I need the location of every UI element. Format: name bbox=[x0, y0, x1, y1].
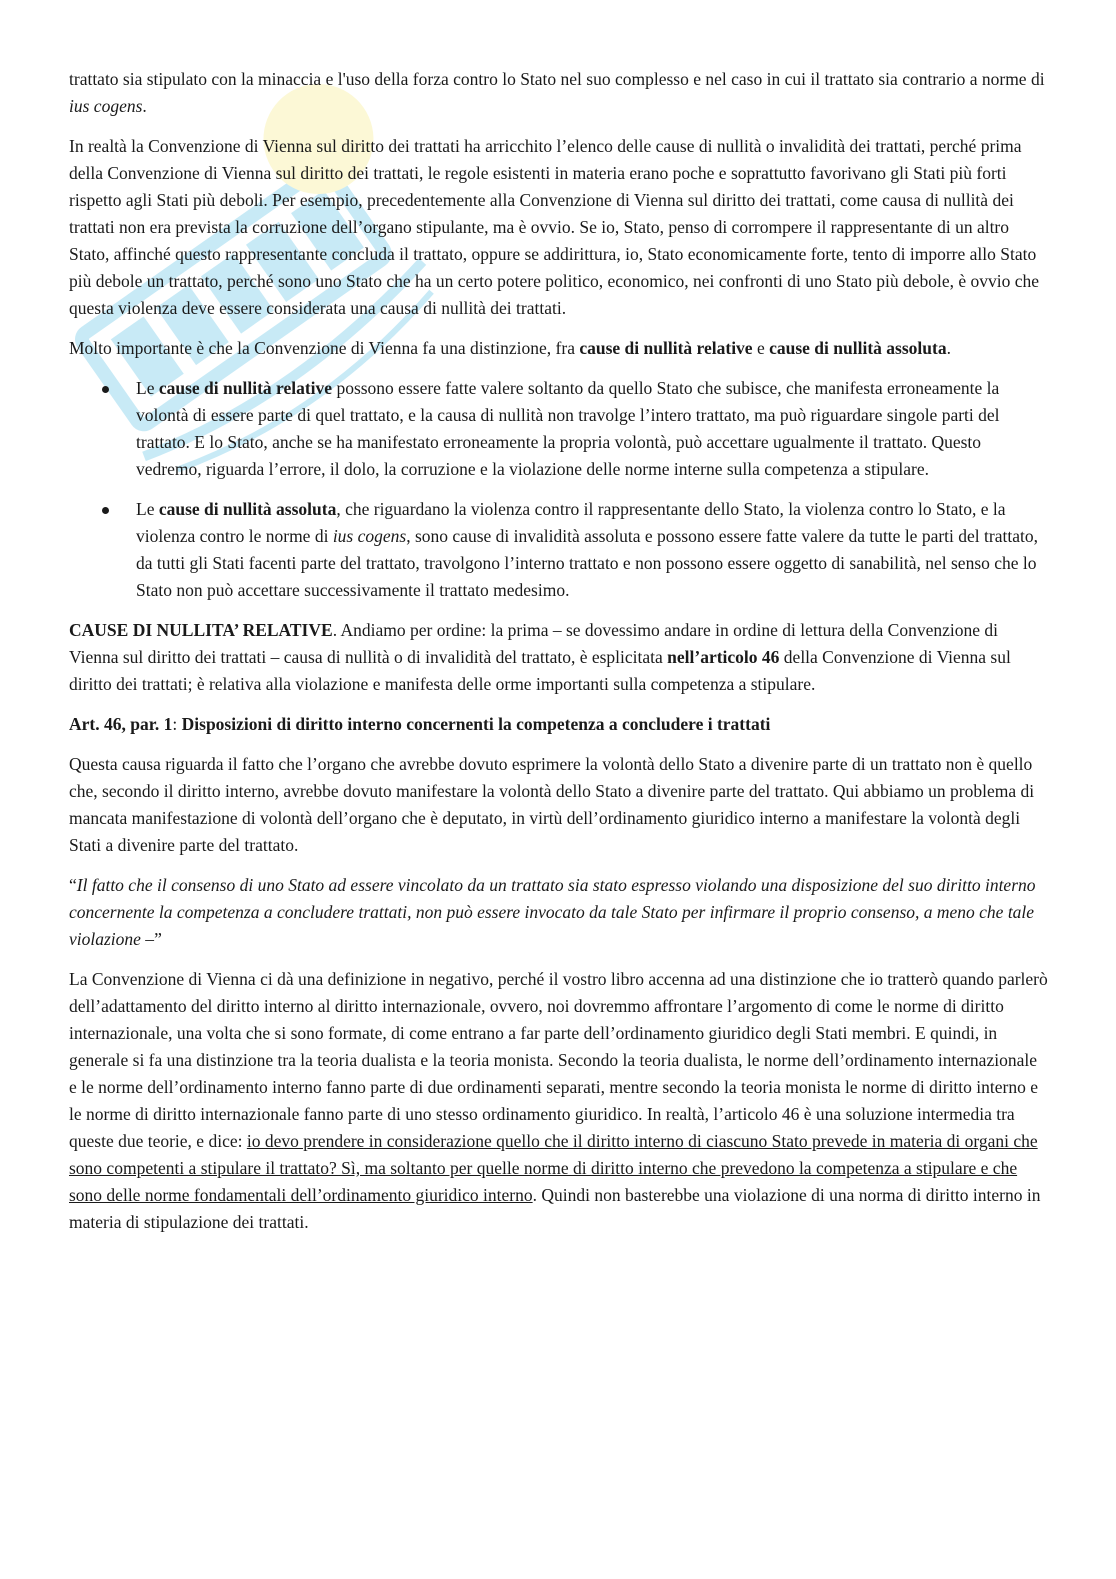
underlined-passage: io devo prendere in considerazione quello che il diritto interno di ciascuno Stato prevede in materia di organi che sono competenti a stipulare il trattato? Sì, ma soltanto per quelle norme di diritto interno che prevedono la competenza a stipulare e che sono delle norme fondamentali dell’ordinamento giuridico interno bbox=[69, 1131, 1038, 1205]
nullity-causes-list bbox=[69, 375, 1049, 604]
list-item-absolute-nullity: Le cause di nullità assoluta, che riguardano la violenza contro il rappresentante dello Stato, la violenza contro lo Stato, e la violenza contro le norme di ius cogens, sono cause di invalidità assoluta e possono essere fatte valere da tutte le parti del trattato, da tutti gli Stati facenti parte del trattato, travolgono l’interno trattato e non possono essere oggetto di sanabilità, nel senso che lo Stato non può accettare successivamente il trattato medesimo. bbox=[69, 496, 1049, 604]
document-body bbox=[69, 66, 1049, 1249]
paragraph-intro: trattato sia stipulato con la minaccia e l'uso della forza contro lo Stato nel suo complesso e nel caso in cui il trattato sia contrario a norme di ius cogens. bbox=[69, 69, 1045, 116]
bullet-icon bbox=[102, 507, 109, 514]
section-heading-art-46: Art. 46, par. 1: Disposizioni di diritto interno concernenti la competenza a concludere i trattati bbox=[69, 714, 771, 734]
paragraph-vienna-convention: In realtà la Convenzione di Vienna sul diritto dei trattati ha arricchito l’elenco delle cause di nullità o invalidità dei trattati, perché prima della Convenzione di Vienna sul diritto dei trattati, le regole esistenti in materia erano poche e soprattutto favorivano gli Stati più forti rispetto agli Stati più deboli. Per esempio, precedentemente alla Convenzione di Vienna sul diritto dei trattati, come causa di nullità dei trattati non era prevista la corruzione dell’organo stipulante, ma è ovvio. Se io, Stato, penso di corrompere il rappresentante di un altro Stato, affinché questo rappresentante concluda il trattato, oppure se addirittura, io, Stato economicamente forte, tento di imporre allo Stato più debole un trattato, perché sono uno Stato che ha un certo potere politico, economico, nei confronti di uno Stato più debole, è ovvio che questa violenza deve essere considerata una causa di nullità dei trattati. bbox=[69, 136, 1040, 318]
paragraph-relative-causes: CAUSE DI NULLITA’ RELATIVE. Andiamo per ordine: la prima – se dovessimo andare in ordine di lettura della Convenzione di Vienna sul diritto dei trattati – causa di nullità o di invalidità del trattato, è esplicitata nell’articolo 46 della Convenzione di Vienna sul diritto dei trattati; è relativa alla violazione e manifesta delle orme importanti sulla competenza a stipulare. bbox=[69, 620, 1011, 694]
list-item-relative-nullity: Le cause di nullità relative possono essere fatte valere soltanto da quello Stato che subisce, che manifesta erroneamente la volontà di essere parte di quel trattato, e la causa di nullità non travolge l’intero trattato, ma può riguardare singole parti del trattato. E lo Stato, anche se ha manifestato erroneamente la propria volontà, può accettare ugualmente il trattato. Questo vedremo, riguarda l’errore, il dolo, la corruzione e la violazione delle norme interne sulla competenza a stipulare. bbox=[69, 375, 1049, 483]
paragraph-distinction: Molto importante è che la Convenzione di Vienna fa una distinzione, fra cause di nullità relative e cause di nullità assoluta. bbox=[69, 338, 951, 358]
bullet-icon bbox=[102, 386, 109, 393]
paragraph-dualist-monist: La Convenzione di Vienna ci dà una definizione in negativo, perché il vostro libro accenna ad una distinzione che io tratterò quando parlerò dell’adattamento del diritto interno al diritto internazionale, ovvero, noi dovremmo affrontare l’argomento di come le norme di diritto internazionale, una volta che si sono formate, di come entrano a far parte dell’ordinamento giuridico degli Stati membri. E quindi, in generale si fa una distinzione tra la teoria dualista e la teoria monista. Secondo la teoria dualista, le norme dell’ordinamento internazionale e le norme dell’ordinamento interno fanno parte di due ordinamenti separati, mentre secondo la teoria monista le norme di diritto interno e le norme di diritto internazionale fanno parte di uno stesso ordinamento giuridico. In realtà, l’articolo 46 è una soluzione intermedia tra queste due teorie, e dice: io devo prendere in considerazione quello che il diritto interno di ciascuno Stato prevede in materia di organi che sono competenti a stipulare il trattato? Sì, ma soltanto per quelle norme di diritto interno che prevedono la competenza a stipulare e che sono delle norme fondamentali dell’ordinamento giuridico interno. Quindi non basterebbe una violazione di una norma di diritto interno in materia di stipulazione dei trattati. bbox=[69, 969, 1048, 1232]
paragraph-art-46-quote: “Il fatto che il consenso di uno Stato ad essere vincolato da un trattato sia stato espresso violando una disposizione del suo diritto interno concernente la competenza a concludere trattati, non può essere invocato da tale Stato per infirmare il proprio consenso, a meno che tale violazione –” bbox=[69, 875, 1036, 949]
paragraph-art-46-explanation: Questa causa riguarda il fatto che l’organo che avrebbe dovuto esprimere la volontà dello Stato a divenire parte di un trattato non è quello che, secondo il diritto interno, avrebbe dovuto manifestare la volontà dello Stato a divenire parte del trattato. Qui abbiamo un problema di mancata manifestazione di volontà dell’organo che è deputato, in virtù dell’ordinamento giuridico interno a manifestare la volontà degli Stati a divenire parte del trattato. bbox=[69, 754, 1035, 855]
